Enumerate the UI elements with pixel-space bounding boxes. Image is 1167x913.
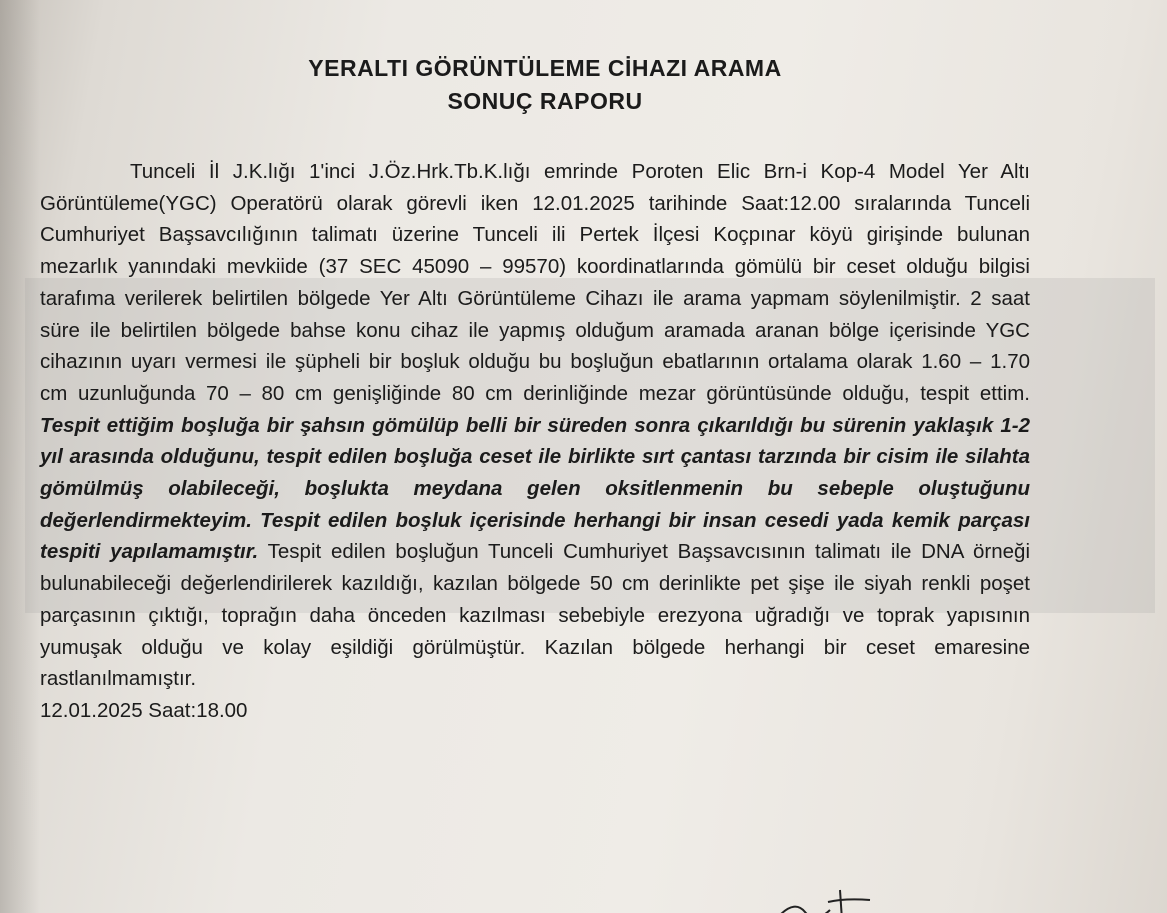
title-line-1: YERALTI GÖRÜNTÜLEME CİHAZI ARAMA [308, 55, 782, 81]
report-date-time: 12.01.2025 Saat:18.00 [40, 698, 248, 722]
signature-mark [770, 870, 890, 913]
report-body [40, 156, 1030, 695]
body-text-bold-finding: Tespit ettiğim boşluğa bir şahsın gömülüp belli bir süreden sonra çıkarıldığı bu sürenin yaklaşık 1-2 yıl arasında olduğunu, tespit edilen boşluğa ceset ile birlikte sırt çantası tarzında bir cisim ile silahta gömülmüş olabileceği, boşlukta meydana gelen oksitlenmenin bu sebeple oluştuğunu değerlendirmekteyim. Tespit edilen boşluk içerisinde herhangi bir insan cesedi yada kemik parçası tespiti yapılamamıştır. [40, 413, 1030, 564]
body-text-part-1: Tunceli İl J.K.lığı 1'inci J.Öz.Hrk.Tb.K.lığı emrinde Poroten Elic Brn-i Kop-4 Model Yer Altı Görüntüleme(YGC) Operatörü olarak görevli iken 12.01.2025 tarihinde Saat:12.00 sıralarında Tunceli Cumhuriyet Başsavcılığının talimatı üzerine Tunceli ili Pertek İlçesi Koçpınar köyü girişinde bulunan mezarlık yanındaki mevkiide (37 SEC 45090 – 99570) koordinatlarında gömülü bir ceset olduğu bilgisi tarafıma verilerek belirtilen bölgede Yer Altı Görüntüleme Cihazı ile arama yapmam söylenilmiştir. 2 saat süre ile belirtilen bölgede bahse konu cihaz ile yapmış olduğum aramada aranan bölge içerisinde YGC cihazının uyarı vermesi ile şüpheli bir boşluk olduğu bu boşluğun ebatlarının ortalama olarak 1.60 – 1.70 cm uzunluğunda 70 – 80 cm genişliğinde 80 cm derinliğinde mezar görüntüsünde olduğu, tespit ettim. [40, 160, 1030, 405]
report-document [40, 52, 1030, 727]
report-title [60, 52, 1030, 118]
title-line-2: SONUÇ RAPORU [447, 88, 643, 114]
body-text-part-2: Tespit edilen boşluğun Tunceli Cumhuriyet Başsavcısının talimatı ile DNA örneği bulunabileceği değerlendirilerek kazıldığı, kazılan bölgede 50 cm derinlikte pet şişe ile siyah renkli poşet parçasının çıktığı, toprağın daha önceden kazılması sebebiyle erezyona uğradığı ve toprak yapısının yumuşak olduğu ve kolay eşildiği görülmüştür. Kazılan bölgede herhangi bir ceset emaresine rastlanılmamıştır. [40, 540, 1031, 691]
